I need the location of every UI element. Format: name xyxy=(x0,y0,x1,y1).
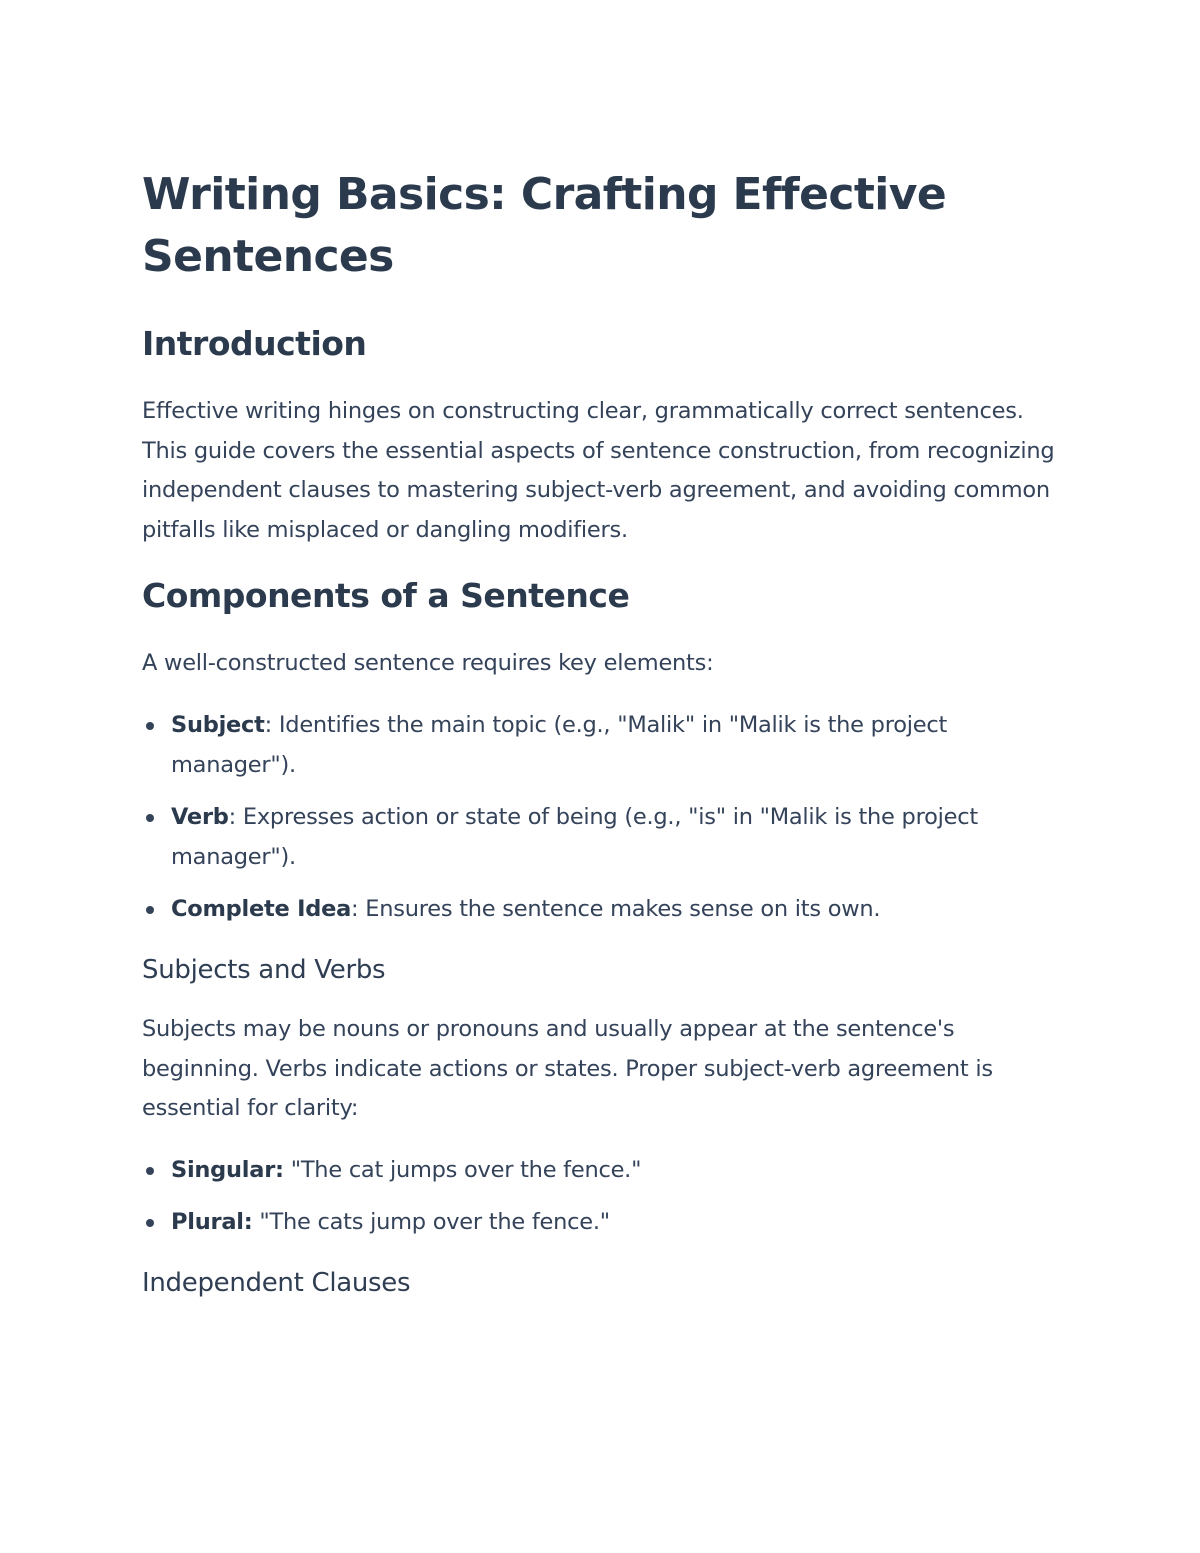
list-item-separator: : xyxy=(264,711,272,738)
list-item-term: Singular: xyxy=(171,1156,284,1183)
page-title: Writing Basics: Crafting Effective Sentences xyxy=(142,169,947,282)
components-heading: Components of a Sentence xyxy=(142,576,630,616)
bullet-icon xyxy=(146,1219,154,1227)
agreement-list xyxy=(142,1151,1060,1243)
list-item-text: "The cat jumps over the fence." xyxy=(283,1156,642,1183)
introduction-paragraph: Effective writing hinges on constructing clear, grammatically correct sentences. This guide covers the essential aspects of sentence construction, from recognizing independent clauses to mastering subject-verb agreement, and avoiding common pitfalls like misplaced or dangling modifiers. xyxy=(142,398,1055,543)
list-item-separator: : xyxy=(228,804,236,831)
components-lead: A well-constructed sentence requires key elements: xyxy=(142,650,714,677)
subjects-verbs-paragraph: Subjects may be nouns or pronouns and usually appear at the sentence's beginning. Verbs indicate actions or states. Proper subject-verb agreement is essential for clarity: xyxy=(142,1015,993,1122)
list-item xyxy=(142,1203,1060,1243)
list-item-text: "The cats jump over the fence." xyxy=(252,1209,610,1236)
independent-clauses-heading: Independent Clauses xyxy=(142,1267,411,1298)
list-item-term: Complete Idea xyxy=(171,896,352,923)
list-item-term: Subject xyxy=(171,711,265,738)
bullet-icon xyxy=(146,722,154,730)
list-item-text: Identifies the main topic (e.g., "Malik" in "Malik is the project manager"). xyxy=(171,711,948,778)
list-item xyxy=(142,706,1060,785)
list-item-term: Verb xyxy=(171,804,229,831)
subjects-verbs-heading: Subjects and Verbs xyxy=(142,954,386,985)
list-item-separator: : xyxy=(351,896,359,923)
list-item-term: Plural: xyxy=(171,1209,253,1236)
list-item-text: Ensures the sentence makes sense on its own. xyxy=(358,896,881,923)
list-item-text: Expresses action or state of being (e.g., "is" in "Malik is the project manager"). xyxy=(171,804,978,870)
list-item xyxy=(142,890,1060,930)
bullet-icon xyxy=(146,814,154,822)
list-item xyxy=(142,798,1060,877)
bullet-icon xyxy=(146,1167,154,1175)
bullet-icon xyxy=(146,906,154,914)
list-item xyxy=(142,1151,1060,1191)
components-list xyxy=(142,706,1060,930)
introduction-heading: Introduction xyxy=(142,324,367,363)
